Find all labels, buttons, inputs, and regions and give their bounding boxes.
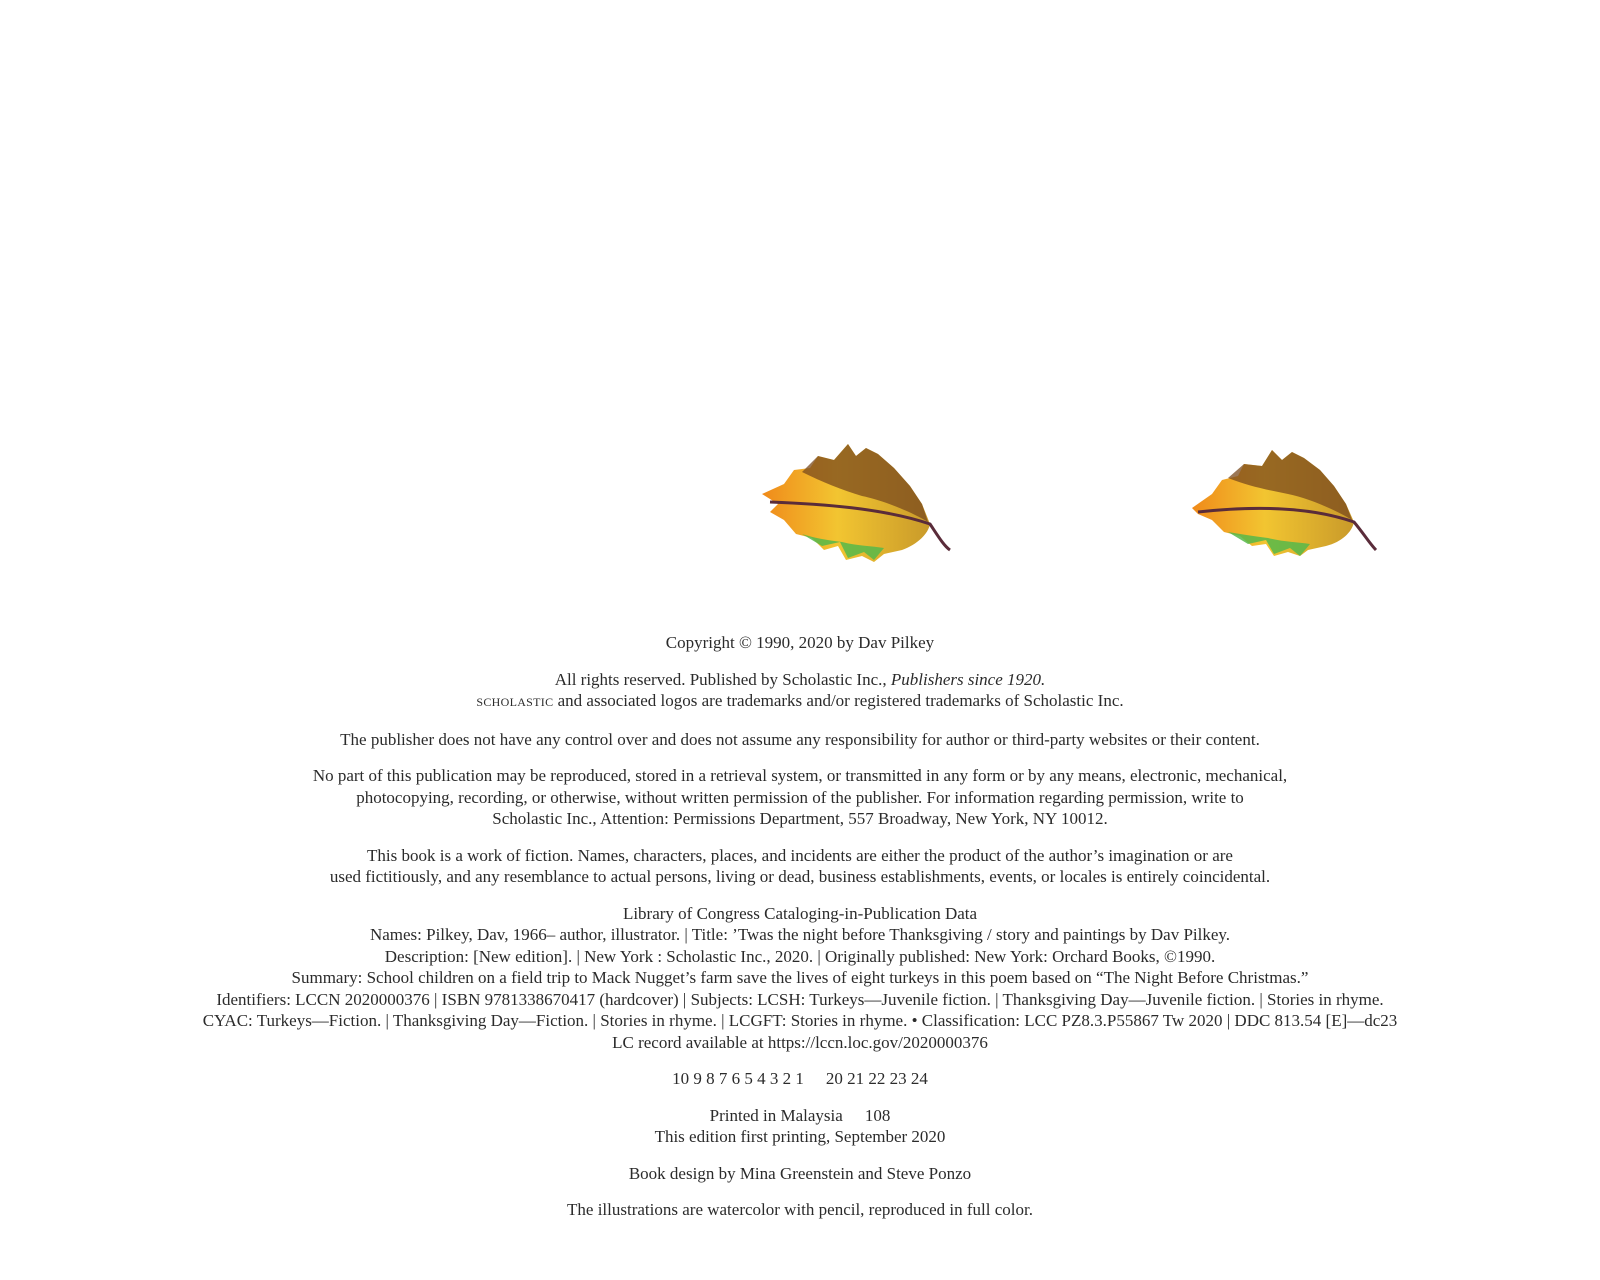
printing-year-line: 20 21 22 23 24 <box>825 1069 928 1088</box>
autumn-leaf-illustration-right <box>1192 442 1392 572</box>
scholastic-wordmark: SCHOLASTIC <box>476 695 554 709</box>
cip-heading: Library of Congress Cataloging-in-Publication Data <box>622 903 978 923</box>
cip-description: Description: [New edition]. | New York : Scholastic Inc., 2020. | Originally published: New York: Orchard Books, ©1990. <box>384 946 1216 966</box>
cip-lc-record: LC record available at https://lccn.loc.gov/2020000376 <box>612 1032 988 1052</box>
rights-statement <box>0 669 1600 714</box>
design-credit: Book design by Mina Greenstein and Steve Ponzo <box>628 1163 972 1183</box>
copyright-notice: Copyright © 1990, 2020 by Dav Pilkey <box>665 633 935 652</box>
cip-summary: Summary: School children on a field trip to Mack Nugget’s farm save the lives of eight turkeys in this poem based on “The Night Before Christmas.” <box>291 968 1309 987</box>
reproduction-notice: No part of this publication may be reproduced, stored in a retrieval system, or transmitted in any form or by any means, electronic, mechanical, photocopying, recording, or otherwise, without written permission of the publisher. For information regarding permission, write to Scholastic Inc., Attention: Permissions Department, 557 Broadway, New York, NY 10012. <box>312 766 1288 828</box>
printing-line <box>0 1068 1600 1090</box>
rights-published-text: All rights reserved. Published by Scholastic Inc., <box>554 669 891 689</box>
printing-number-line: 10 9 8 7 6 5 4 3 2 1 <box>672 1069 804 1088</box>
printer-code: 108 <box>864 1105 891 1125</box>
publisher-disclaimer: The publisher does not have any control over and does not assume any responsibility for author or third-party websites or their content. <box>340 729 1260 749</box>
trademark-text: and associated logos are trademarks and/or registered trademarks of Scholastic Inc. <box>553 691 1124 710</box>
copyright-page-text <box>0 632 1600 1236</box>
cip-identifiers: Identifiers: LCCN 2020000376 | ISBN 9781338670417 (hardcover) | Subjects: LCSH: Turkeys—Juvenile fiction. | Thanksgiving Day—Juvenile fiction. | Stories in rhyme. <box>216 989 1384 1009</box>
printed-info <box>0 1105 1600 1148</box>
edition-printing: This edition first printing, September 2020 <box>654 1127 946 1146</box>
cip-names: Names: Pilkey, Dav, 1966– author, illustrator. | Title: ’Twas the night before Thanksgiving / story and paintings by Dav Pilkey. <box>369 925 1231 944</box>
cip-classification: CYAC: Turkeys—Fiction. | Thanksgiving Day—Fiction. | Stories in rhyme. | LCGFT: Stories in rhyme. • Classification: LCC PZ8.3.P55867 Tw 2020 | DDC 813.54 [E]—dc23 <box>202 1011 1398 1030</box>
printed-country: Printed in Malaysia <box>709 1105 843 1125</box>
autumn-leaf-illustration-left <box>762 442 962 572</box>
cataloging-in-publication-data <box>0 903 1600 1054</box>
fiction-notice: This book is a work of fiction. Names, characters, places, and incidents are either the product of the author’s imagination or are used fictitiously, and any resemblance to actual persons, living or dead, business establishments, events, or locales is entirely coincidental. <box>329 845 1271 886</box>
publishers-since-text: Publishers since 1920. <box>890 669 1046 689</box>
illustration-note: The illustrations are watercolor with pencil, reproduced in full color. <box>567 1200 1033 1219</box>
